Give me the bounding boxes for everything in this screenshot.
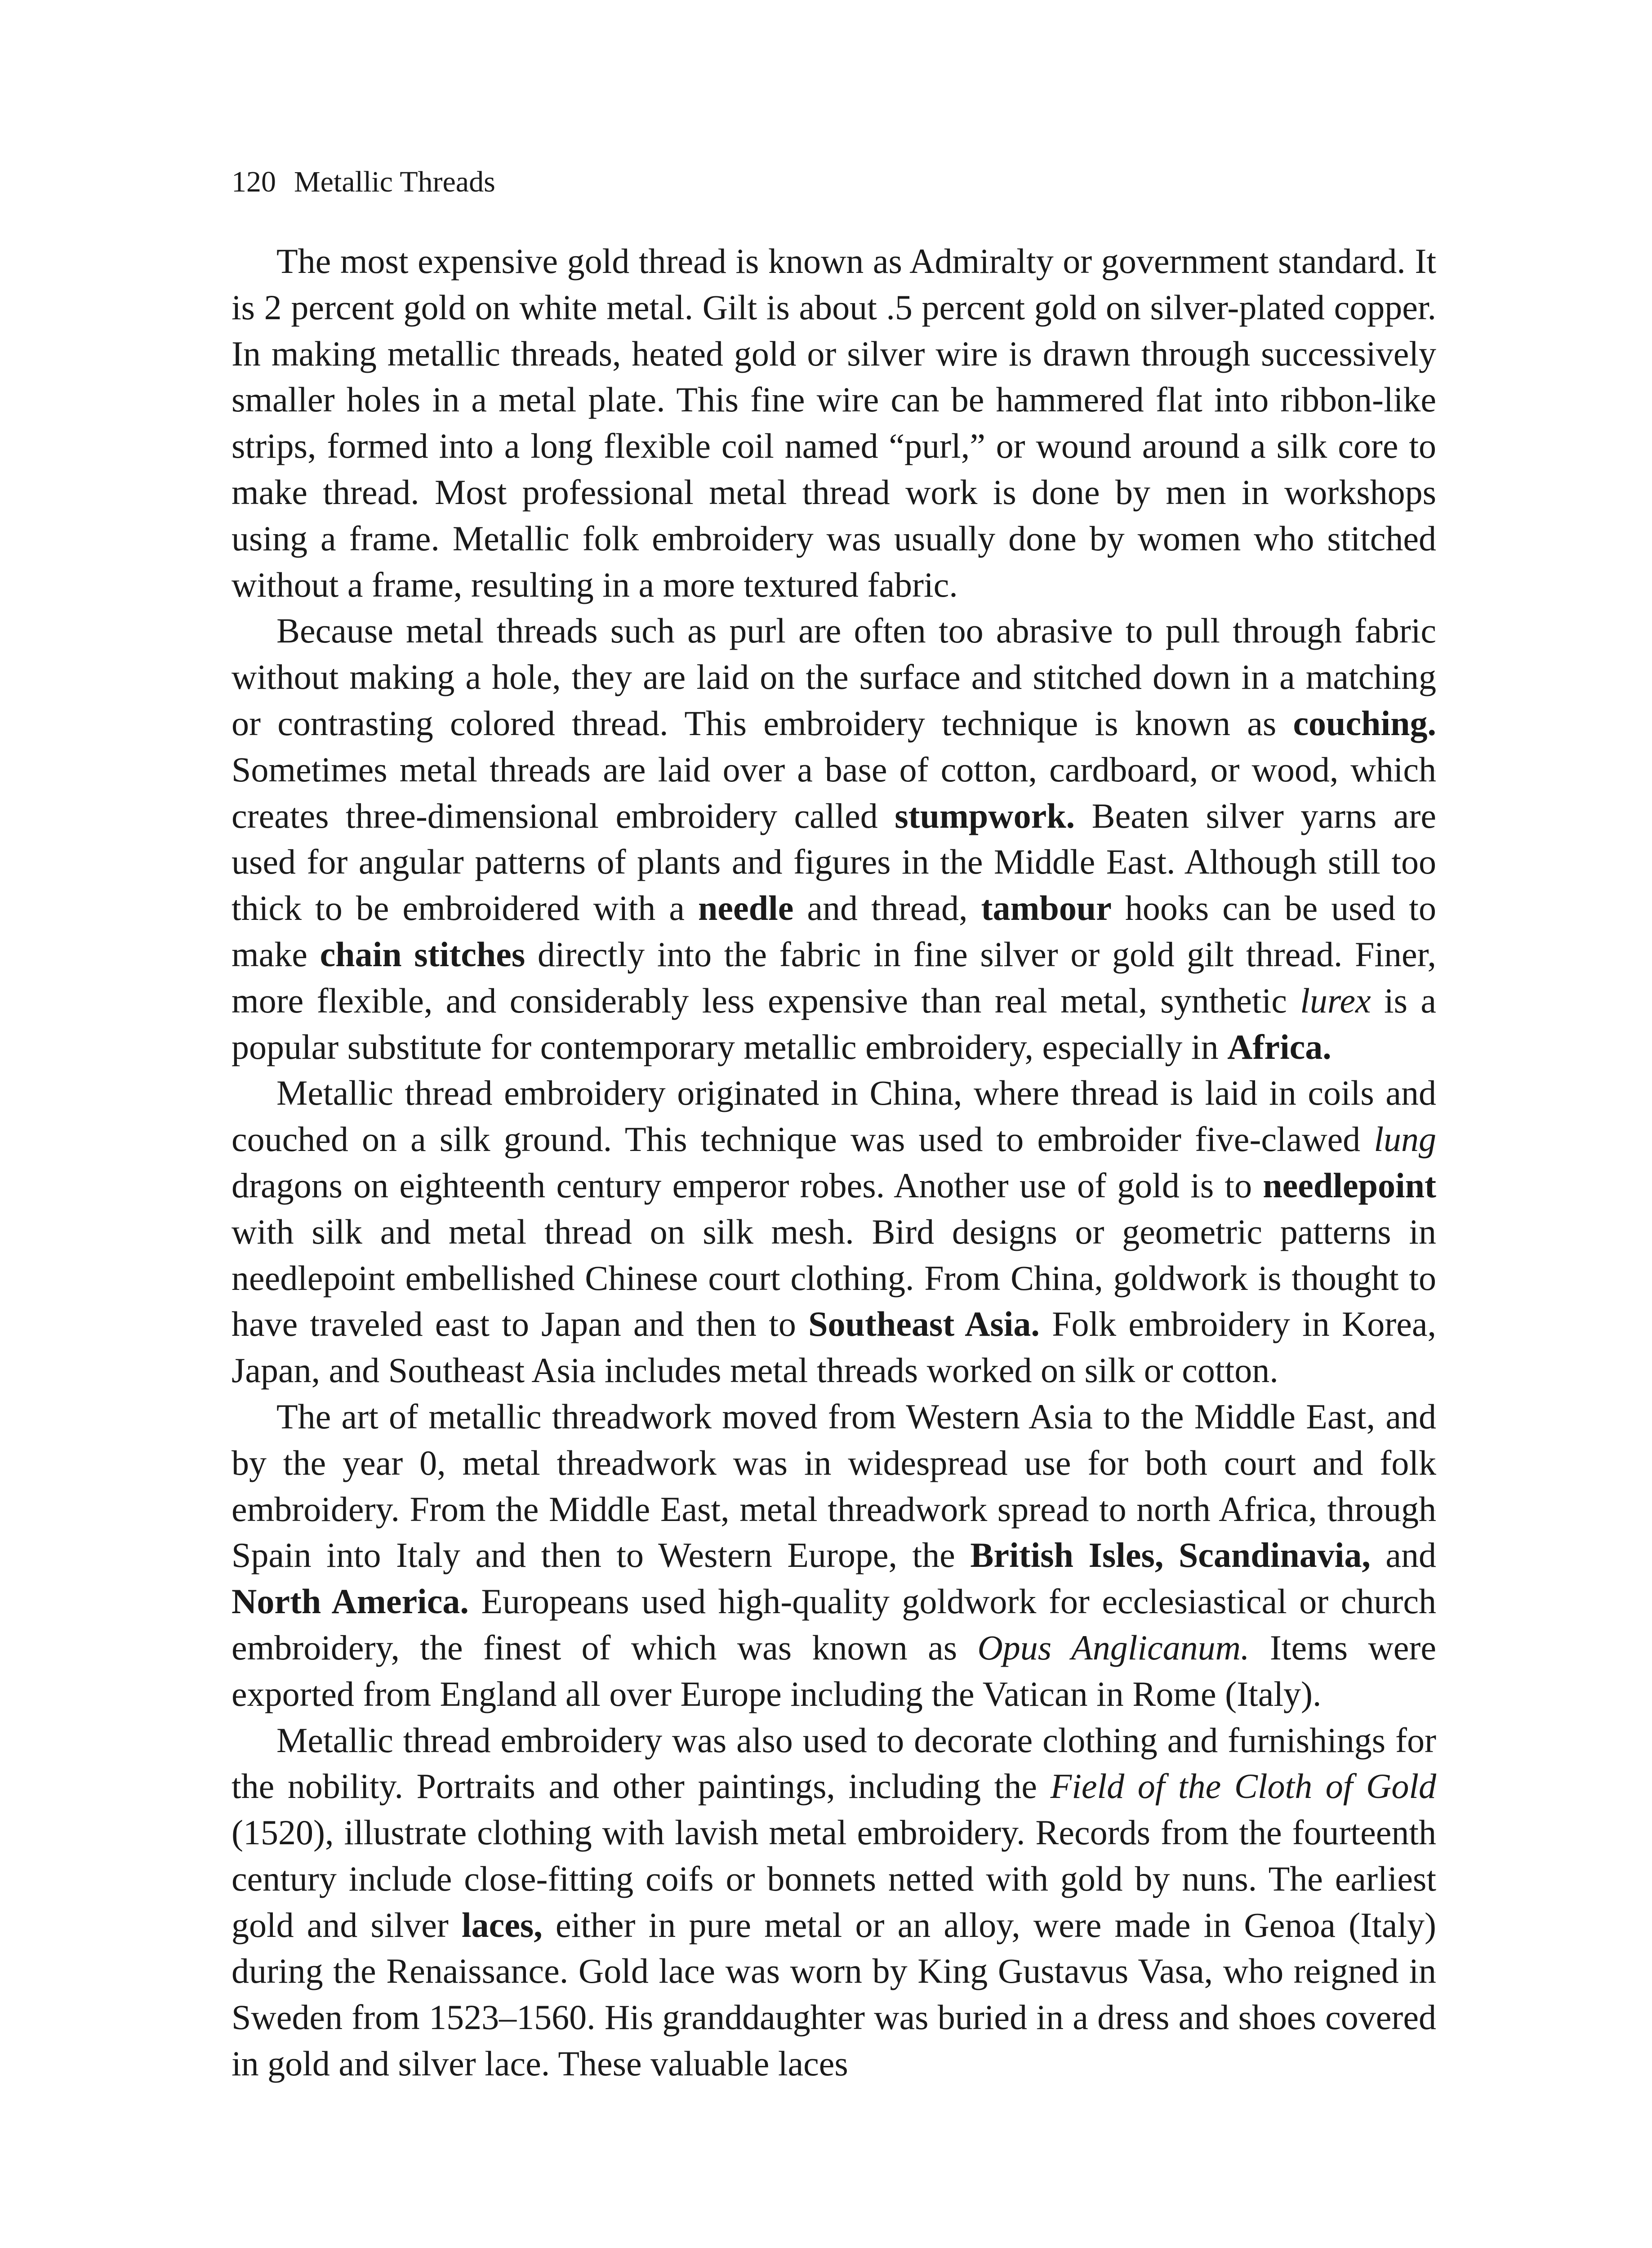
paragraph-text: Beaten silver yarns are used for angular patterns of plants and figures in the Middle East. Although still too thick to be embroidered with a xyxy=(232,796,1436,928)
paragraph-text: Items were exported from England all over Europe including the Vatican in Rome (Italy). xyxy=(232,1628,1436,1713)
paragraph-4 xyxy=(232,1394,1436,1717)
bold-term-southeast-asia: Southeast Asia. xyxy=(808,1304,1040,1344)
bold-term-couching: couching. xyxy=(1293,703,1436,743)
paragraph-text: Metallic thread embroidery originated in China, where thread is laid in coils and couched on a silk ground. This technique was used to embroider five-clawed xyxy=(232,1073,1436,1159)
paragraph-text: hooks can be used to make xyxy=(232,888,1436,974)
body-text xyxy=(232,238,1436,2087)
paragraph-text: Folk embroidery in Korea, Japan, and Southeast Asia includes metal threads worked on silk or cotton. xyxy=(232,1304,1437,1390)
paragraph-text xyxy=(1163,1535,1179,1574)
running-head xyxy=(232,162,495,202)
italic-term-lung: lung xyxy=(1374,1120,1436,1159)
paragraph-text: Sometimes metal threads are laid over a base of cotton, cardboard, or wood, which creates three-dimensional embroidery called xyxy=(232,749,1436,835)
bold-term-british-isles: British Isles, xyxy=(970,1535,1164,1575)
paragraph-3 xyxy=(232,1070,1436,1394)
italic-term-opus-anglicanum: Opus Anglicanum. xyxy=(977,1628,1250,1667)
bold-term-needle: needle xyxy=(698,888,794,928)
paragraph-2 xyxy=(232,608,1436,1070)
paragraph-text: Metallic thread embroidery was also used to decorate clothing and furnishings for the nobility. Portraits and other paintings, including the xyxy=(232,1720,1436,1806)
paragraph-text: either in pure metal or an alloy, were made in Genoa (Italy) during the Renaissance. Gold lace was worn by King Gustavus Vasa, who reigned in Sweden from 1523–1560. His granddaughter was buried in a dress and shoes covered in gold and silver lace. These valuable laces xyxy=(232,1905,1436,2083)
paragraph-text: and xyxy=(1370,1535,1436,1575)
paragraph-text: is a popular substitute for contemporary metallic embroidery, especially in xyxy=(232,981,1436,1066)
paragraph-text: The art of metallic threadwork moved from Western Asia to the Middle East, and by the year 0, metal threadwork was in widespread use for both court and folk embroidery. From the Middle East, metal threadwork spread to north Africa, through Spain into Italy and then to Western Europe, the xyxy=(232,1396,1436,1575)
bold-term-chain-stitches: chain stitches xyxy=(320,934,525,974)
bold-term-tambour: tambour xyxy=(981,888,1112,928)
paragraph-1 xyxy=(232,238,1436,608)
bold-term-stumpwork: stumpwork. xyxy=(895,796,1075,835)
paragraph-5 xyxy=(232,1717,1436,2087)
paragraph-text: dragons on eighteenth century emperor robes. Another use of gold is to xyxy=(232,1165,1263,1205)
running-title: Metallic Threads xyxy=(294,165,495,198)
paragraph-text: and thread, xyxy=(793,888,981,928)
italic-term-lurex: lurex xyxy=(1300,981,1371,1020)
bold-term-africa: Africa. xyxy=(1227,1027,1331,1066)
paragraph-text: The most expensive gold thread is known as Admiralty or government standard. It is 2 percent gold on white metal. Gilt is about .5 percent gold on silver-plated copper. In making metallic threads, heated gold or silver wire is drawn through successively smaller holes in a metal plate. This fine wire can be hammered flat into ribbon-like strips, formed into a long flexible coil named “purl,” or wound around a silk core to make thread. Most professional metal thread work is done by men in workshops using a frame. Metallic folk embroidery was usually done by women who stitched without a frame, resulting in a more textured fabric. xyxy=(232,241,1436,604)
paragraph-text: directly into the fabric in fine silver or gold gilt thread. Finer, more flexible, and considerably less expensive than real metal, synthetic xyxy=(232,934,1437,1020)
paragraph-text: Because metal threads such as purl are often too abrasive to pull through fabric without making a hole, they are laid on the surface and stitched down in a matching or contrasting colored thread. This embroidery technique is known as xyxy=(232,611,1436,743)
paragraph-text: with silk and metal thread on silk mesh. Bird designs or geometric patterns in needlepoint embellished Chinese court clothing. From China, goldwork is thought to have traveled east to Japan and then to xyxy=(232,1212,1436,1344)
italic-title-field-of-the-cloth-of-gold: Field of the Cloth of Gold xyxy=(1050,1766,1437,1806)
bold-term-laces: laces, xyxy=(461,1905,543,1945)
paragraph-text: Europeans used high-quality goldwork for ecclesiastical or church embroidery, the finest of which was known as xyxy=(232,1582,1436,1667)
bold-term-needlepoint: needlepoint xyxy=(1263,1165,1436,1205)
bold-term-scandinavia: Scandinavia, xyxy=(1178,1535,1371,1575)
bold-term-north-america: North America. xyxy=(232,1582,469,1621)
page-number: 120 xyxy=(232,165,276,198)
paragraph-text: (1520), illustrate clothing with lavish metal embroidery. Records from the fourteenth century include close-fitting coifs or bonnets netted with gold by nuns. The earliest gold and silver xyxy=(232,1813,1436,1945)
